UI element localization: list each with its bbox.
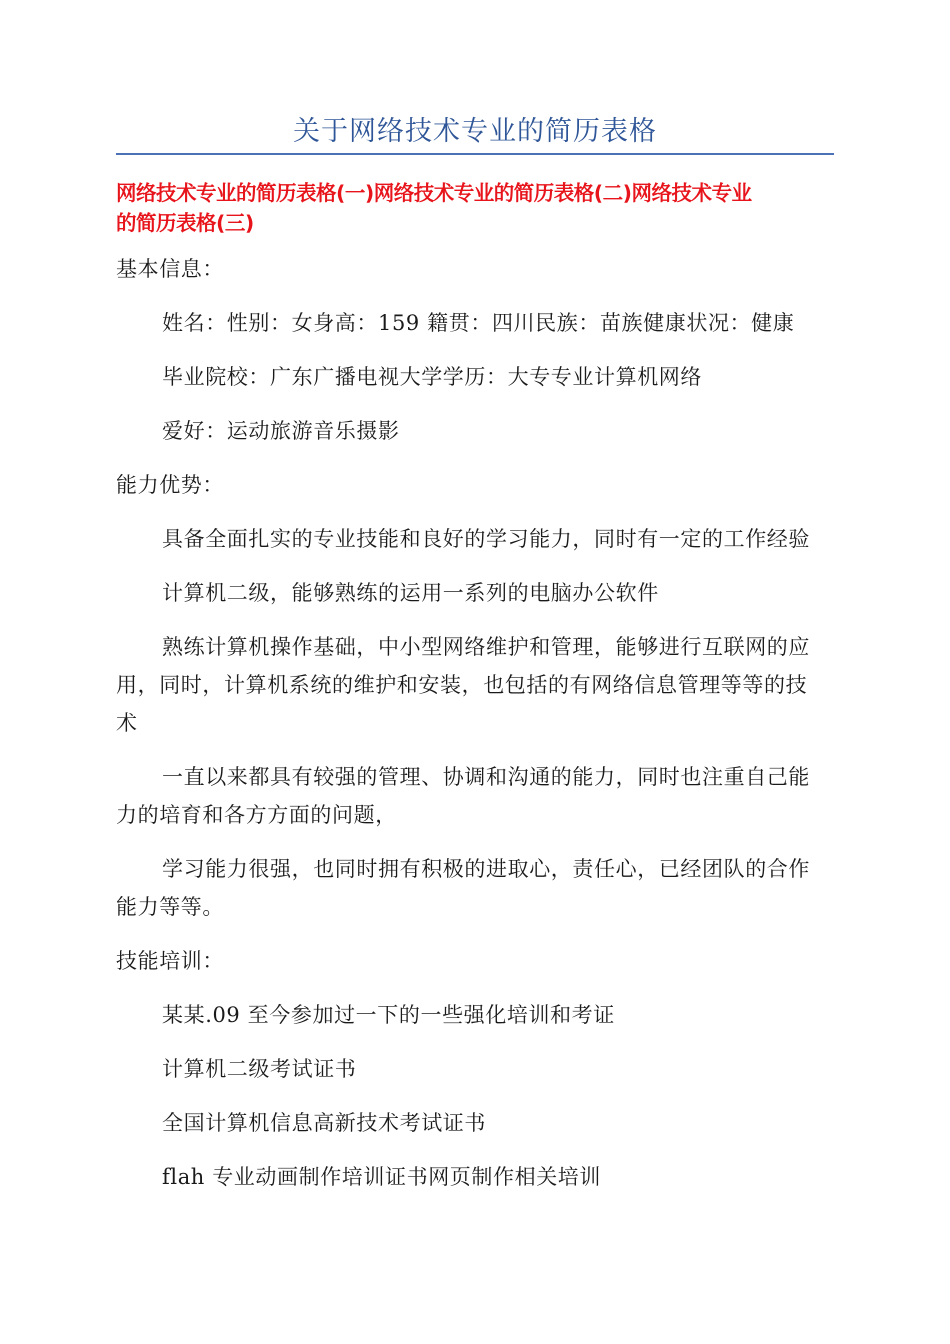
toc-line[interactable]: 的简历表格(三) — [116, 211, 254, 235]
title-underline — [116, 153, 834, 155]
strength-paragraph: 计算机二级，能够熟练的运用一系列的电脑办公软件 — [162, 581, 659, 605]
strength-paragraph: 具备全面扎实的专业技能和良好的学习能力，同时有一定的工作经验 — [162, 527, 810, 551]
section-heading-training: 技能培训： — [116, 949, 224, 973]
basic-info-line: 爱好：运动旅游音乐摄影 — [162, 419, 400, 443]
strength-paragraph: 一直以来都具有较强的管理、协调和沟通的能力，同时也注重自己能 — [162, 765, 810, 789]
basic-info-line: 姓名：性别：女身高：159 籍贯：四川民族：苗族健康状况：健康 — [162, 311, 795, 335]
strength-paragraph: 学习能力很强，也同时拥有积极的进取心，责任心，已经团队的合作 — [162, 857, 810, 881]
strength-paragraph-cont: 用，同时，计算机系统的维护和安装，也包括的有网络信息管理等等的技 — [116, 673, 808, 697]
basic-info-line: 毕业院校：广东广播电视大学学历：大专专业计算机网络 — [162, 365, 702, 389]
strength-paragraph-cont: 术 — [116, 711, 138, 735]
section-heading-strengths: 能力优势： — [116, 473, 224, 497]
toc-line[interactable]: 网络技术专业的简历表格(一)网络技术专业的简历表格(二)网络技术专业 — [116, 181, 752, 205]
training-line: flah 专业动画制作培训证书网页制作相关培训 — [162, 1165, 602, 1189]
document-title: 关于网络技术专业的简历表格 — [293, 116, 657, 147]
strength-paragraph-cont: 能力等等。 — [116, 895, 224, 919]
section-heading-basic-info: 基本信息： — [116, 257, 224, 281]
strength-paragraph-cont: 力的培育和各方方面的问题， — [116, 803, 397, 827]
training-line: 全国计算机信息高新技术考试证书 — [162, 1111, 486, 1135]
training-line: 计算机二级考试证书 — [162, 1057, 357, 1081]
training-line: 某某.09 至今参加过一下的一些强化培训和考证 — [162, 1003, 615, 1027]
table-of-contents — [116, 178, 834, 238]
strength-paragraph: 熟练计算机操作基础，中小型网络维护和管理，能够进行互联网的应 — [162, 635, 810, 659]
